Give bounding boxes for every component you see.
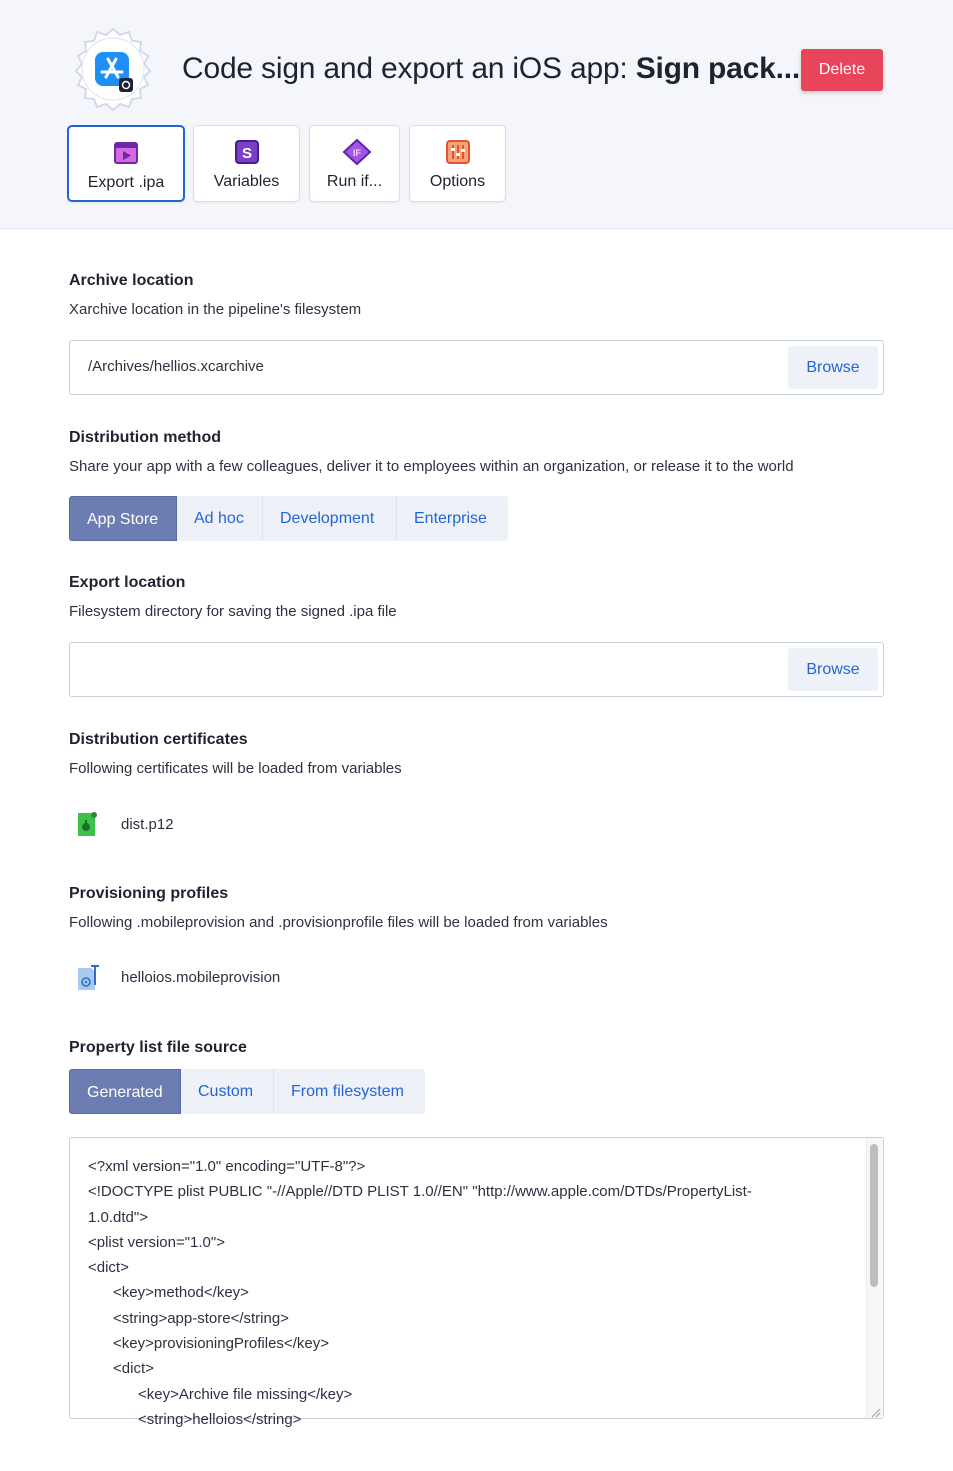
archive-browse-button[interactable]: Browse: [788, 346, 878, 389]
code-line: <dict>: [88, 1360, 154, 1378]
code-line: <!DOCTYPE plist PUBLIC "-//Apple//DTD PLIST 1.0//EN" "http://www.apple.com/DTDs/PropertyList-: [88, 1183, 752, 1201]
page-title-step-name: Sign pack...: [635, 52, 801, 85]
distribution-certificates-title: Distribution certificates: [69, 731, 248, 748]
tab-label: Options: [429, 173, 486, 190]
plist-option-generated[interactable]: Generated: [69, 1069, 181, 1114]
provisioning-profile-name: helloios.mobileprovision: [121, 969, 281, 986]
code-line: <?xml version="1.0" encoding="UTF-8"?>: [88, 1158, 366, 1175]
svg-text:S: S: [241, 145, 252, 162]
archive-location-description: Xarchive location in the pipeline's filesystem: [69, 301, 362, 318]
export-browse-button[interactable]: Browse: [788, 648, 878, 691]
app-store-gear-icon: [68, 27, 158, 111]
plist-code-textarea[interactable]: [69, 1137, 884, 1428]
archive-location-title: Archive location: [69, 272, 194, 289]
tab-label: Run if...: [326, 173, 383, 190]
plist-option-from-filesystem[interactable]: From filesystem: [274, 1069, 425, 1114]
code-line: 1.0.dtd">: [88, 1208, 148, 1226]
code-line: <key>provisioningProfiles</key>: [88, 1335, 329, 1353]
plist-code-content: [88, 1154, 828, 1432]
resize-grip-icon[interactable]: [870, 1405, 881, 1416]
mobileprovision-file-icon: [76, 963, 100, 991]
page-title-prefix: Code sign and export an iOS app:: [182, 52, 636, 85]
distribution-method-description: Share your app with a few colleagues, deliver it to employees within an organization, or release it to the world: [69, 458, 794, 475]
code-line: <string>helloios</string>: [88, 1410, 302, 1428]
code-line: <dict>: [88, 1259, 129, 1277]
plist-option-custom[interactable]: Custom: [181, 1069, 274, 1114]
run-if-icon: [342, 139, 368, 165]
export-location-title: Export location: [69, 574, 186, 591]
tab-options[interactable]: [409, 125, 506, 202]
distribution-certificates-description: Following certificates will be loaded from variables: [69, 760, 402, 777]
provisioning-profiles-title: Provisioning profiles: [69, 885, 229, 902]
options-icon: [445, 139, 471, 165]
distribution-option-app-store[interactable]: App Store: [69, 496, 177, 541]
tab-run-if[interactable]: [309, 125, 400, 202]
provisioning-profiles-description: Following .mobileprovision and .provisionprofile files will be loaded from variables: [69, 914, 608, 931]
code-line: <plist version="1.0">: [88, 1233, 225, 1251]
plist-source-segmented-control: [69, 1069, 425, 1114]
tab-variables[interactable]: [193, 125, 300, 202]
page-title: [182, 52, 800, 86]
tab-export-ipa[interactable]: [67, 125, 185, 202]
p12-certificate-icon: [76, 810, 100, 838]
distribution-option-enterprise[interactable]: Enterprise: [397, 496, 508, 541]
export-ipa-icon: [113, 140, 139, 166]
distribution-option-ad-hoc[interactable]: Ad hoc: [177, 496, 263, 541]
export-location-description: Filesystem directory for saving the signed .ipa file: [69, 603, 397, 620]
svg-text:IF: IF: [352, 148, 361, 158]
code-scrollbar-thumb[interactable]: [870, 1144, 878, 1287]
plist-source-title: Property list file source: [69, 1039, 247, 1056]
code-scrollbar[interactable]: [866, 1138, 883, 1418]
delete-button[interactable]: Delete: [801, 49, 883, 91]
tab-label: Export .ipa: [87, 174, 165, 191]
distribution-method-title: Distribution method: [69, 429, 221, 446]
distribution-method-segmented-control: [69, 496, 508, 541]
distribution-option-development[interactable]: Development: [263, 496, 397, 541]
export-location-field[interactable]: [69, 642, 884, 697]
code-line: <key>Archive file missing</key>: [88, 1385, 353, 1403]
code-line: <string>app-store</string>: [88, 1309, 289, 1327]
archive-location-field[interactable]: [69, 340, 884, 395]
variables-icon: [234, 139, 260, 165]
tab-label: Variables: [213, 173, 280, 190]
certificate-file-name: dist.p12: [121, 816, 174, 833]
step-header: [0, 0, 953, 229]
archive-location-value: /Archives/hellios.xcarchive: [88, 358, 264, 375]
code-line: <key>method</key>: [88, 1284, 249, 1302]
